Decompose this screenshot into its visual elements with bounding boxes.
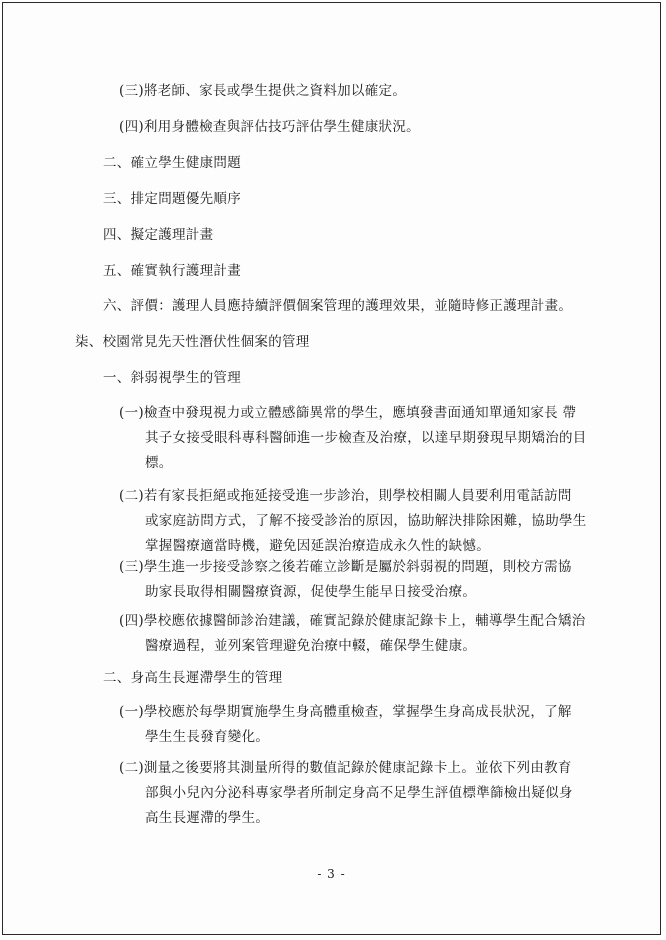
section-4-plan: 四、擬定護理計畫: [103, 227, 214, 243]
strabismus-item-3: [119, 555, 572, 605]
document-page: [2, 2, 661, 935]
strabismus-item-2: [119, 484, 587, 559]
section-3-priority: 三、排定問題優先順序: [103, 191, 241, 207]
paragraph-line: 醫療過程，並列案管理避免治療中輟，確保學生健康。: [145, 638, 477, 654]
paragraph-line: 學生生長發育變化。: [145, 729, 270, 745]
paragraph-line: (三)學生進一步接受診察之後若確立診斷是屬於斜弱視的問題，則校方需協: [119, 559, 572, 575]
strabismus-item-4: [119, 609, 586, 659]
paragraph-line: 標。: [145, 455, 173, 471]
paragraph-line: (二)若有家長拒絕或拖延接受進一步診治，則學校相關人員要利用電話訪問: [119, 488, 572, 504]
subsection-1-strabismus: 一、斜弱視學生的管理: [103, 370, 241, 386]
item-4-physical-exam: (四)利用身體檢查與評估技巧評估學生健康狀況。: [119, 119, 420, 135]
page-number: - 3 -: [317, 867, 346, 881]
paragraph-line: 或家庭訪問方式，了解不接受診治的原因，協助解決排除困難，協助學生: [145, 513, 587, 529]
paragraph-line: 部與小兒內分泌科專家學者所制定身高不足學生評值標準篩檢出疑似身: [145, 785, 573, 801]
subsection-2-growth: 二、身高生長遲滯學生的管理: [103, 670, 283, 686]
growth-item-1: [119, 700, 572, 750]
paragraph-line: 其子女接受眼科專科醫師進一步檢查及治療，以達早期發現早期矯治的目: [145, 430, 587, 446]
paragraph-line: (一)檢查中發現視力或立體感篩異常的學生，應填發書面通知單通知家長 帶: [119, 405, 577, 421]
section-2-health-problem: 二、確立學生健康問題: [103, 155, 241, 171]
item-3-confirm-data: (三)將老師、家長或學生提供之資料加以確定。: [119, 83, 407, 99]
paragraph-line: 掌握醫療適當時機，避免因延誤治療造成永久性的缺憾。: [145, 538, 490, 554]
paragraph-line: 助家長取得相關醫療資源，促使學生能早日接受治療。: [145, 584, 477, 600]
paragraph-line: (一)學校應於每學期實施學生身高體重檢查，掌握學生身高成長狀況，了解: [119, 704, 572, 720]
paragraph-line: (四)學校應依據醫師診治建議，確實記錄於健康記錄卡上，輔導學生配合矯治: [119, 613, 586, 629]
paragraph-line: (二)測量之後要將其測量所得的數值記錄於健康記錄卡上。並依下列由教育: [119, 760, 572, 776]
growth-item-2: [119, 756, 573, 831]
strabismus-item-1: [119, 401, 587, 476]
chapter-7-heading: 柒、校園常見先天性潛伏性個案的管理: [75, 334, 310, 350]
section-5-execute: 五、確實執行護理計畫: [103, 263, 241, 279]
paragraph-line: 高生長遲滯的學生。: [145, 810, 270, 826]
section-6-evaluation: 六、評價：護理人員應持續評價個案管理的護理效果，並隨時修正護理計畫。: [103, 298, 573, 314]
